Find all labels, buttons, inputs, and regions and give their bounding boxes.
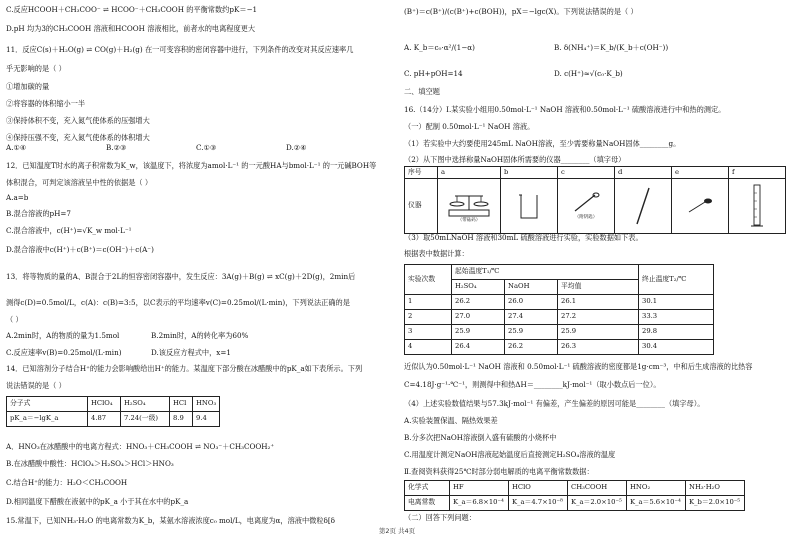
table-cell: 8.9	[170, 412, 193, 427]
q16-calc-intro: 根据表中数据计算：	[404, 249, 469, 258]
table-cell: HClO	[509, 481, 568, 496]
table-row	[405, 167, 786, 179]
glass-rod-icon	[633, 186, 653, 226]
apparatus-c	[558, 179, 615, 234]
table-cell: 26.2	[505, 340, 558, 355]
table-cell: e	[672, 167, 729, 179]
table-cell: H₂SO₄	[452, 280, 505, 295]
table-cell: 起始温度T₁/℃	[452, 265, 639, 280]
table-cell: 26.2	[452, 295, 505, 310]
q16-sub1: （1）若实验中大约要使用245mL NaOH溶液，至少需要称量NaOH固体________g。	[404, 139, 681, 148]
q16-heat-capacity-line: C=4.18J·g⁻¹·℃⁻¹，则测得中和热ΔH＝________kJ·mol⁻¹（取小数点后一位）。	[404, 380, 661, 389]
table-cell: 仪器	[405, 179, 438, 234]
graduated-cylinder-icon	[750, 183, 764, 229]
q13-option-b: B.2min时，A的转化率为60%	[151, 331, 249, 340]
table-row	[405, 325, 714, 340]
q16-sub4-option-a: A.实验装置保温、隔热效果差	[404, 416, 498, 425]
table-cell: c	[558, 167, 615, 179]
table-cell: 1	[405, 295, 452, 310]
table-cell: H₂SO₄	[121, 397, 170, 412]
table-row	[405, 496, 745, 511]
table-cell: 终止温度T₂/℃	[639, 265, 714, 295]
section-title-fill-in: 二、填空题	[404, 87, 440, 96]
table-cell: 26.3	[558, 340, 639, 355]
table-cell: HF	[450, 481, 509, 496]
q14-stem-line1: 14．已知溶剂分子结合H⁺的能力会影响酸给出H⁺的能力。某温度下部分酸在冰醋酸中的pK_a如下表所示。下列	[6, 364, 363, 373]
q11-item-2: ②将容器的体积缩小一半	[6, 99, 86, 108]
table-row	[405, 340, 714, 355]
apparatus-caption: （附钥匙）	[574, 215, 598, 221]
table-cell: 3	[405, 325, 452, 340]
q13-stem-line3: （ ）	[6, 315, 23, 324]
q11-item-4: ④保持压强不变，充入氮气使体系的体积增大	[6, 133, 150, 142]
q15-option-a: A. K_b＝c₀·α²/(1−α)	[404, 43, 475, 52]
q11-item-3: ③保持体积不变，充入氮气使体系的压强增大	[6, 116, 150, 125]
table-cell: 25.9	[505, 325, 558, 340]
q15-option-b: B. δ(NH₄⁺)＝K_b/(K_b＋c(OH⁻))	[554, 43, 669, 52]
table-cell: K_b＝2.0×10⁻⁵	[686, 496, 745, 511]
table-cell: HNO₂	[627, 481, 686, 496]
table-cell: 分子式	[7, 397, 88, 412]
table-cell: 27.4	[505, 310, 558, 325]
table-cell: 9.4	[193, 412, 220, 427]
table-row	[7, 397, 220, 412]
table-cell: 27.0	[452, 310, 505, 325]
table-cell: HCl	[170, 397, 193, 412]
table-cell: CH₃COOH	[568, 481, 627, 496]
q12-option-b: B.混合溶液的pH=7	[6, 209, 71, 218]
apparatus-f	[729, 179, 786, 234]
table-cell: 29.8	[639, 325, 714, 340]
q11-item-1: ①增加碳的量	[6, 82, 50, 91]
q16-sub2: （2）从下图中选择称量NaOH固体所需要的仪器________（填字母）	[404, 155, 626, 164]
table-cell: K_a＝2.0×10⁻⁵	[568, 496, 627, 511]
table-cell: K_a＝5.6×10⁻⁴	[627, 496, 686, 511]
q15-option-d: D. c(H⁺)≈√(c₀·K_b)	[554, 69, 623, 78]
q15-stem: 15.常温下，已知NH₃·H₂O 的电离常数为K_b，某氨水溶液浓度c₀ mol/L，电离度为α，溶液中微粒δ[δ	[6, 516, 335, 525]
q14-option-d: D.相同温度下醋酸在液氨中的pK_a 小于其在水中的pK_a	[6, 497, 189, 506]
table-cell: pK_a＝−lgK_a	[7, 412, 88, 427]
q12-option-d: D.混合溶液中c(H⁺)＋c(B⁺)＝c(OH⁻)＋c(A⁻)	[6, 245, 154, 254]
table-cell: 平均值	[558, 280, 639, 295]
table-cell: 25.9	[558, 325, 639, 340]
q12-stem-line2: 体积混合，可判定该溶液呈中性的依据是（ ）	[6, 178, 153, 187]
table-cell: d	[615, 167, 672, 179]
beaker-icon	[518, 192, 540, 220]
table-cell: NH₃·H₂O	[686, 481, 745, 496]
q16-density-line: 近似认为0.50mol·L⁻¹ NaOH 溶液和 0.50mol·L⁻¹ 硫酸溶液的密度都是1g·cm⁻³，中和后生成溶液的比热容	[404, 362, 753, 371]
dropper-icon	[685, 196, 715, 216]
q13-option-d: D.该反应方程式中，x=1	[151, 348, 231, 357]
table-row	[405, 310, 714, 325]
table-cell: 化学式	[405, 481, 450, 496]
q15-option-c: C. pH+pOH=14	[404, 69, 463, 78]
table-cell: 序号	[405, 167, 438, 179]
balance-icon	[447, 188, 491, 218]
table-cell: HNO₃	[193, 397, 220, 412]
table-cell: f	[729, 167, 786, 179]
table-cell: 实验次数	[405, 265, 452, 295]
q14-option-a: A．HNO₃在冰醋酸中的电离方程式：HNO₃＋CH₃COOH ⇌ NO₃⁻＋CH₃COOH₂⁺	[6, 442, 275, 451]
table-cell: HClO₄	[88, 397, 121, 412]
q11-option-a: A.①④	[6, 143, 27, 152]
q12-stem-line1: 12．已知温度T时水的离子积常数为K_w，该温度下，将浓度为amol·L⁻¹ 的一元酸HA与bmol·L⁻¹ 的一元碱BOH等	[6, 161, 377, 170]
table-cell: 4.87	[88, 412, 121, 427]
q11-stem-line2: 乎无影响的是（ ）	[6, 64, 66, 73]
table-row	[405, 179, 786, 234]
q12-option-a: A.a=b	[6, 193, 29, 202]
spatula-icon	[571, 191, 601, 215]
q16-sub3: （3）取50mLNaOH 溶液和30mL 硫酸溶液进行实验，实验数据如下表。	[404, 233, 643, 242]
table-cell: 33.3	[639, 310, 714, 325]
table-cell: 26.4	[452, 340, 505, 355]
q16-part1-title: （一）配制 0.50mol·L⁻¹ NaOH 溶液。	[404, 122, 535, 131]
q15-definition: (B⁺)＝c(B⁺)/(c(B⁺)+c(BOH))，pX＝−lgc(X)。下列说法错误的是（ ）	[404, 7, 638, 16]
table-cell: NaOH	[505, 280, 558, 295]
table-cell: 27.2	[558, 310, 639, 325]
q16-sub4-option-c: C.用温度计测定NaOH溶液起始温度后直接测定H₂SO₄溶液的温度	[404, 450, 616, 459]
table-cell: 26.1	[558, 295, 639, 310]
table-row	[405, 481, 745, 496]
table-cell: 2	[405, 310, 452, 325]
q11-option-b: B.②③	[106, 143, 127, 152]
q16-part2-questions: （二）回答下列问题：	[404, 513, 476, 522]
q10-option-d: D.pH 均为3的CH₃COOH 溶液和HCOOH 溶液相比，前者水的电离程度更大	[6, 24, 256, 33]
ionization-constant-table	[404, 480, 745, 511]
q11-stem-line1: 11．反应C(s)＋H₂O(g) ⇌ CO(g)＋H₂(g) 在一可变容积的密闭容器中进行，下列条件的改变对其反应速率几	[6, 45, 354, 54]
apparatus-table	[404, 166, 786, 234]
page-footer: 第2页 共4页	[378, 527, 416, 535]
table-cell: 26.0	[505, 295, 558, 310]
q14-option-b: B.在冰醋酸中酸性：HClO₄＞H₂SO₄＞HCl＞HNO₃	[6, 459, 174, 468]
table-cell: 25.9	[452, 325, 505, 340]
q11-option-d: D.②④	[286, 143, 307, 152]
table-cell: a	[438, 167, 501, 179]
q13-stem-line2: 测得c(D)=0.5mol/L，c(A)：c(B)=3:5，以C表示的平均速率v(C)=0.25mol/(L·min)，下列说法正确的是	[6, 298, 350, 307]
apparatus-e	[672, 179, 729, 234]
q11-option-c: C.①③	[196, 143, 217, 152]
apparatus-a	[438, 179, 501, 234]
table-cell: 4	[405, 340, 452, 355]
table-cell: K_a＝6.8×10⁻⁴	[450, 496, 509, 511]
q13-stem-line1: 13．将等物质的量的A、B混合于2L的恒容密闭容器中，发生反应：3A(g)＋B(g) ⇌ xC(g)＋2D(g)，2min后	[6, 272, 356, 281]
q13-option-c: C.反应速率v(B)=0.25mol/(L·min)	[6, 348, 122, 357]
q14-stem-line2: 说法错误的是（ ）	[6, 381, 66, 390]
q16-sub4-option-b: B.分多次把NaOH溶液倒入盛有硫酸的小烧杯中	[404, 433, 557, 442]
table-cell: 30.4	[639, 340, 714, 355]
table-cell: 30.1	[639, 295, 714, 310]
q16-sub4: （4）上述实验数值结果与57.3kJ·mol⁻¹ 有偏差，产生偏差的原因可能是________（填字母）。	[404, 399, 705, 408]
q12-option-c: C.混合溶液中，c(H⁺)=√K_w mol·L⁻¹	[6, 226, 132, 235]
apparatus-d	[615, 179, 672, 234]
acid-pka-table	[6, 396, 220, 427]
table-cell: K_a＝4.7×10⁻⁸	[509, 496, 568, 511]
apparatus-caption: （带砝码）	[457, 218, 481, 224]
q16-stem: 16.（14分）Ⅰ.某实验小组用0.50mol·L⁻¹ NaOH 溶液和0.50mol·L⁻¹ 硫酸溶液进行中和热的测定。	[404, 105, 726, 114]
table-cell: 电离常数	[405, 496, 450, 511]
q16-part2-title: Ⅱ.查阅资料获得25℃时部分弱电解质的电离平衡常数数据：	[404, 467, 594, 476]
q14-option-c: C.结合H⁺的能力：H₂O＜CH₃COOH	[6, 478, 128, 487]
table-row	[7, 412, 220, 427]
table-cell: b	[501, 167, 558, 179]
q10-option-c: C.反应HCOOH＋CH₃COO⁻ ⇌ HCOO⁻＋CH₃COOH 的平衡常数约pK＝−1	[6, 5, 258, 14]
table-row	[405, 265, 714, 280]
q13-option-a: A.2min时，A的物质的量为1.5mol	[6, 331, 120, 340]
table-row	[405, 295, 714, 310]
table-cell: 7.24(一级)	[121, 412, 170, 427]
temperature-table	[404, 264, 714, 355]
apparatus-b	[501, 179, 558, 234]
